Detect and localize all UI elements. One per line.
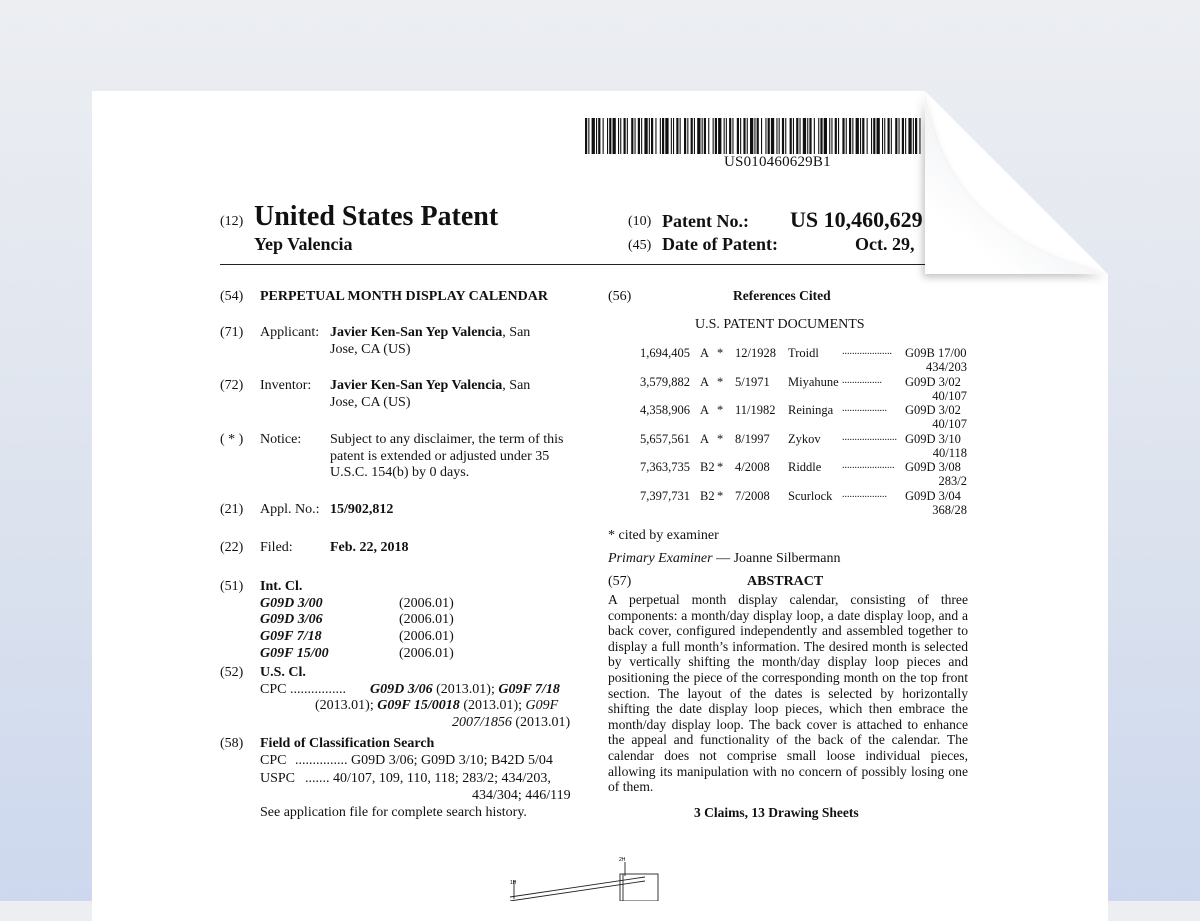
ref-class-secondary: 40/107	[932, 417, 967, 432]
cpc-version: (2013.01);	[436, 682, 495, 697]
barcode-bar	[807, 118, 808, 154]
ref-name: Miyahune	[788, 374, 839, 389]
date-code: (45)	[628, 238, 652, 253]
barcode-bar	[852, 118, 853, 154]
cpc-line1-values	[370, 682, 560, 698]
barcode-bar	[718, 118, 721, 154]
barcode-bar	[585, 118, 587, 154]
barcode-bar	[915, 118, 917, 154]
barcode-bar	[747, 118, 748, 154]
barcode-bar	[905, 118, 906, 154]
examiner-dash: —	[712, 551, 734, 566]
barcode-bar	[860, 118, 861, 154]
barcode-bar	[660, 118, 661, 154]
applicant-label: Applicant:	[260, 325, 320, 340]
ref-dots: ......................	[842, 431, 897, 443]
barcode-bar	[687, 118, 688, 154]
inventor-line1	[330, 378, 530, 394]
inventor-line2: Jose, CA (US)	[330, 395, 411, 410]
intcl-class: G09F 7/18	[260, 629, 322, 644]
barcode-bar	[665, 118, 668, 154]
barcode-bar	[613, 118, 616, 154]
intcl-class: G09F 15/00	[260, 646, 329, 661]
barcode-bar	[631, 118, 633, 154]
header-rule	[220, 264, 980, 265]
barcode-bar	[715, 118, 717, 154]
intcl-class: G09D 3/00	[260, 596, 323, 611]
refs-label: References Cited	[733, 288, 831, 303]
ref-star: *	[717, 346, 724, 360]
ref-date: 11/1982	[735, 403, 776, 418]
patent-no-value: US 10,460,629	[790, 207, 923, 232]
cpc-label: CPC	[260, 682, 287, 697]
barcode-bar	[680, 118, 681, 154]
cpc-line1	[260, 682, 346, 698]
page-curl	[925, 91, 1111, 283]
barcode-bar	[598, 118, 600, 154]
barcode-bar	[724, 118, 725, 154]
barcode-bar	[908, 118, 911, 154]
barcode-bar	[713, 118, 714, 154]
ref-class-secondary: 434/203	[926, 360, 967, 374]
us-docs-label: U.S. PATENT DOCUMENTS	[695, 317, 865, 332]
ref-star: *	[717, 460, 724, 475]
notice-line: patent is extended or adjusted under 35	[330, 449, 550, 464]
cpc-line3	[452, 715, 570, 731]
barcode-bar	[771, 118, 774, 154]
barcode-bar	[829, 118, 830, 154]
barcode-bar	[824, 118, 827, 154]
barcode-bar	[849, 118, 851, 154]
ref-date: 4/2008	[735, 460, 770, 475]
barcode-bar	[740, 118, 741, 154]
date-value: Oct. 29,	[855, 234, 915, 254]
barcode-bar	[873, 118, 875, 154]
ref-star: *	[717, 431, 724, 446]
field-code: (58)	[220, 736, 244, 751]
barcode-bar	[796, 118, 798, 154]
barcode-bar	[754, 118, 755, 154]
barcode-bar	[697, 118, 700, 154]
inventor-rest: , San	[502, 378, 531, 393]
field-label: Field of Classification Search	[260, 736, 435, 751]
inventor-code: (72)	[220, 378, 244, 393]
barcode-bar	[814, 118, 815, 154]
barcode-bar	[708, 118, 709, 154]
barcode-bar	[691, 118, 693, 154]
field-note: See application file for complete search history.	[260, 805, 527, 820]
barcode-bar	[809, 118, 811, 154]
intcl-version: (2006.01)	[399, 646, 454, 661]
abstract-label: ABSTRACT	[747, 574, 824, 589]
barcode-bar	[732, 118, 733, 154]
barcode-bar	[635, 118, 636, 154]
barcode-bar	[838, 118, 839, 154]
cpc-version: (2013.01);	[315, 698, 374, 713]
intcl-version: (2006.01)	[399, 629, 454, 644]
ref-class-secondary: 368/28	[932, 503, 967, 517]
ref-name: Riddle	[788, 460, 822, 475]
barcode-bar	[842, 118, 844, 154]
patent-no-code: (10)	[628, 214, 652, 229]
ref-name: Zykov	[788, 431, 821, 446]
ref-kind: A	[700, 346, 710, 360]
notice-line: Subject to any disclaimer, the term of this	[330, 432, 564, 447]
barcode-bar	[831, 118, 832, 154]
ref-star: *	[717, 489, 724, 503]
intcl-version: (2006.01)	[399, 596, 454, 611]
intcl-label: Int. Cl.	[260, 579, 303, 594]
ref-kind: A	[700, 403, 710, 418]
ref-class: G09D 3/02	[905, 374, 961, 389]
ref-class: G09B 17/00	[905, 346, 967, 360]
barcode-bar	[867, 118, 868, 154]
ref-number: 1,694,405	[640, 346, 690, 360]
refs-code: (56)	[608, 289, 632, 304]
barcode-bar	[673, 118, 674, 154]
ref-date: 8/1997	[735, 431, 770, 446]
barcode-bar	[818, 118, 819, 154]
inventor-label: Inventor:	[260, 378, 312, 393]
intcl-class: G09D 3/06	[260, 612, 323, 627]
barcode-bar	[603, 118, 604, 154]
ref-star: *	[717, 403, 724, 418]
cpc-line2	[315, 698, 558, 714]
cpc-version: (2013.01);	[463, 698, 523, 713]
patent-type-title: United States Patent	[254, 201, 499, 232]
barcode-bar	[702, 118, 703, 154]
notice-label: Notice:	[260, 432, 302, 447]
barcode-bar	[877, 118, 880, 154]
barcode-bar	[641, 118, 642, 154]
date-label: Date of Patent:	[662, 234, 778, 254]
barcode-bar	[820, 118, 822, 154]
cpc-class: 2007/1856	[452, 715, 512, 730]
barcode-bar	[684, 118, 686, 154]
barcode-bar	[882, 118, 883, 154]
barcode-bar	[899, 118, 900, 154]
ref-number: 3,579,882	[640, 374, 690, 389]
barcode-bar	[651, 118, 653, 154]
ref-class: G09D 3/08	[905, 460, 961, 475]
uscl-label: U.S. Cl.	[260, 665, 306, 680]
ref-dots: ..................	[842, 489, 887, 500]
cpc-class: G09D 3/06	[370, 682, 433, 697]
barcode-bar	[782, 118, 784, 154]
barcode-bar	[627, 118, 628, 154]
cpc-class: G09F 7/18	[498, 682, 560, 697]
ref-class: G09D 3/02	[905, 403, 961, 418]
ref-date: 7/2008	[735, 489, 770, 503]
intcl-code: (51)	[220, 579, 244, 594]
barcode-bar	[638, 118, 640, 154]
cpc-dots: ................	[289, 682, 346, 697]
intcl-version: (2006.01)	[399, 612, 454, 627]
invention-title: PERPETUAL MONTH DISPLAY CALENDAR	[260, 289, 548, 304]
barcode-bar	[729, 118, 731, 154]
ref-dots: ................	[842, 374, 882, 386]
barcode-number: US010460629B1	[724, 154, 831, 170]
cpc-class: G09F 15/0018	[377, 698, 460, 713]
filed-code: (22)	[220, 540, 244, 555]
barcode-bar	[913, 118, 914, 154]
field-uspc-line2: 434/304; 446/119	[472, 788, 571, 803]
barcode-bar	[704, 118, 706, 154]
barcode-bar	[624, 118, 626, 154]
ref-class-secondary: 283/2	[938, 474, 967, 489]
ref-class-secondary: 40/118	[932, 445, 967, 460]
barcode-bar	[592, 118, 595, 154]
ref-number: 5,657,561	[640, 431, 690, 446]
ref-dots: ....................	[842, 346, 892, 357]
barcode-bar	[676, 118, 678, 154]
field-uspc-label: USPC	[260, 771, 296, 786]
drawing-label: 1H	[510, 880, 517, 886]
barcode-bar	[779, 118, 780, 154]
abstract-code: (57)	[608, 574, 632, 589]
ref-name: Troidl	[788, 346, 819, 360]
examiner-line	[608, 551, 841, 567]
ref-star: *	[717, 374, 724, 389]
barcode-bar	[588, 118, 589, 154]
ref-number: 4,358,906	[640, 403, 690, 418]
ref-date: 5/1971	[735, 374, 770, 389]
cpc-version: (2013.01)	[515, 715, 571, 730]
examiner-label: Primary Examiner	[608, 551, 713, 566]
barcode-bar	[662, 118, 664, 154]
applicant-name: Javier Ken-San Yep Valencia	[330, 325, 503, 340]
barcode-bar	[790, 118, 792, 154]
ref-kind: A	[700, 374, 710, 389]
barcode-bar	[750, 118, 753, 154]
ref-kind: B2	[700, 489, 715, 503]
uscl-code: (52)	[220, 665, 244, 680]
barcode-bar	[765, 118, 766, 154]
kind-code: (12)	[220, 214, 244, 229]
patent-no-label: Patent No.:	[662, 211, 749, 231]
barcode-bar	[726, 118, 727, 154]
barcode-bar	[846, 118, 847, 154]
barcode-bar	[694, 118, 695, 154]
applicant-line2: Jose, CA (US)	[330, 342, 411, 357]
barcode-bar	[862, 118, 864, 154]
barcode-bar	[644, 118, 647, 154]
barcode-bar	[649, 118, 650, 154]
inventor-name: Javier Ken-San Yep Valencia	[330, 378, 503, 393]
barcode-bar	[757, 118, 759, 154]
title-code: (54)	[220, 289, 244, 304]
notice-code: ( * )	[220, 432, 244, 447]
barcode-bar	[891, 118, 892, 154]
appl-value: 15/902,812	[330, 502, 394, 517]
barcode-bar	[895, 118, 897, 154]
ref-class: G09D 3/04	[905, 489, 961, 503]
barcode-bar	[620, 118, 621, 154]
appl-label: Appl. No.:	[260, 502, 320, 517]
ref-kind: A	[700, 431, 710, 446]
barcode-bar	[743, 118, 745, 154]
applicant-rest: , San	[502, 325, 531, 340]
filed-value: Feb. 22, 2018	[330, 540, 409, 555]
barcode-bar	[671, 118, 672, 154]
ref-date: 12/1928	[735, 346, 776, 360]
barcode-bar	[768, 118, 770, 154]
ref-dots: .....................	[842, 460, 895, 472]
ref-name: Reininga	[788, 403, 834, 418]
barcode-bar	[800, 118, 801, 154]
notice-line: U.S.C. 154(b) by 0 days.	[330, 465, 470, 480]
examiner-name: Joanne Silbermann	[733, 551, 841, 566]
claims-summary: 3 Claims, 13 Drawing Sheets	[694, 805, 859, 820]
ref-number: 7,397,731	[640, 489, 690, 503]
appl-code: (21)	[220, 502, 244, 517]
barcode-bar	[803, 118, 806, 154]
barcode-bar	[871, 118, 872, 154]
barcode-bar	[856, 118, 859, 154]
filed-label: Filed:	[260, 540, 293, 555]
ref-kind: B2	[700, 460, 715, 475]
barcode-bar	[785, 118, 786, 154]
ref-dots: ..................	[842, 403, 887, 415]
barcode	[585, 118, 926, 154]
applicant-code: (71)	[220, 325, 244, 340]
applicant-line1	[330, 325, 530, 341]
cited-note: * cited by examiner	[608, 528, 719, 543]
barcode-bar	[761, 118, 762, 154]
ref-name: Scurlock	[788, 489, 833, 503]
barcode-bar	[737, 118, 739, 154]
ref-class-secondary: 40/107	[932, 388, 967, 403]
barcode-bar	[793, 118, 794, 154]
ref-number: 7,363,735	[640, 460, 690, 475]
barcode-bar	[596, 118, 597, 154]
barcode-bar	[618, 118, 619, 154]
abstract-text: A perpetual month display calendar, consisting of three components: a month/day display loop, a date display loop, and a back cover, configured independently and assembled together to display a full month’s information. The desired month is selected by vertically shifting the month/day display loop pieces and positioning the piece of the corresponding month on the top front section. The layout of the dates is selected by horizontally shifting the date display loop pieces, which then embrace the month/day display loop. The back cover is attached to enhance the appeal and functionality of the back of the calendar. The calendar does not comprise small loose individual pieces, allowing its manipulation with no concern of possibly losing one of them.	[608, 592, 968, 795]
barcode-bar	[884, 118, 885, 154]
inventor-short: Yep Valencia	[254, 234, 353, 254]
barcode-bar	[655, 118, 656, 154]
ref-class: G09D 3/10	[905, 431, 961, 446]
field-cpc-value: ............... G09D 3/06; G09D 3/10; B42D 5/04	[295, 753, 553, 768]
field-cpc-label: CPC	[260, 753, 287, 768]
barcode-bar	[835, 118, 837, 154]
barcode-bar	[607, 118, 608, 154]
barcode-bar	[902, 118, 904, 154]
field-uspc-value: ....... 40/107, 109, 110, 118; 283/2; 434/203,	[305, 771, 551, 786]
cpc-class: G09F	[525, 698, 559, 713]
barcode-bar	[919, 118, 920, 154]
barcode-bar	[609, 118, 611, 154]
barcode-bar	[776, 118, 777, 154]
patent-drawing	[480, 852, 680, 901]
drawing-label: 2H	[619, 857, 626, 863]
barcode-bar	[888, 118, 890, 154]
